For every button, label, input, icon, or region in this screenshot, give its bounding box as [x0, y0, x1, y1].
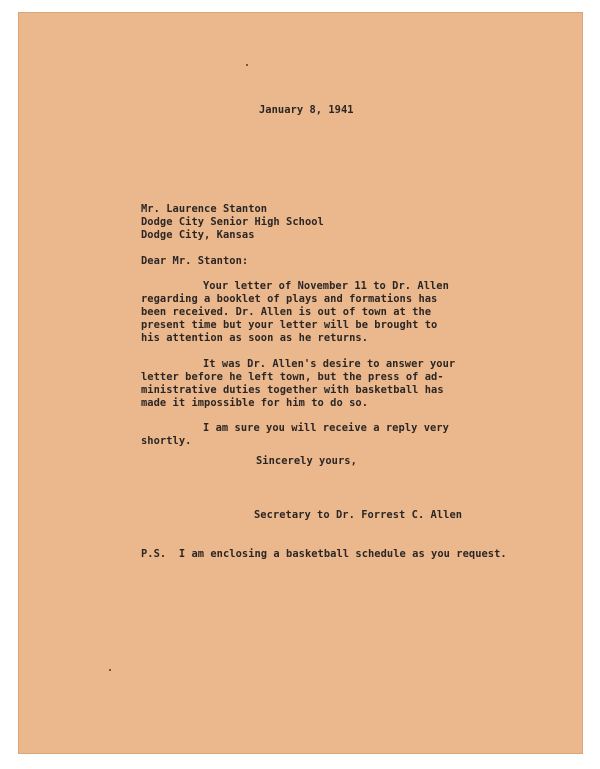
paragraph-2-line: It was Dr. Allen's desire to answer your	[203, 358, 456, 370]
letter-date: January 8, 1941	[259, 104, 354, 116]
recipient-school: Dodge City Senior High School	[141, 216, 324, 228]
paper-speck	[246, 64, 248, 66]
paragraph-1-line: his attention as soon as he returns.	[141, 332, 369, 344]
paragraph-1-line: regarding a booklet of plays and formations has	[141, 293, 438, 305]
postscript: P.S. I am enclosing a basketball schedule as you request.	[141, 548, 507, 560]
paragraph-1-line: been received. Dr. Allen is out of town at the	[141, 306, 432, 318]
salutation: Dear Mr. Stanton:	[141, 255, 249, 267]
signature-line: Secretary to Dr. Forrest C. Allen	[254, 509, 463, 521]
letter-page	[18, 12, 583, 754]
paragraph-2-line: made it impossible for him to do so.	[141, 397, 369, 409]
paper-speck	[109, 669, 111, 671]
paragraph-1-line: Your letter of November 11 to Dr. Allen	[203, 280, 449, 292]
paragraph-2-line: ministrative duties together with basketball has	[141, 384, 444, 396]
recipient-city: Dodge City, Kansas	[141, 229, 255, 241]
paragraph-3-line: shortly.	[141, 435, 192, 447]
paragraph-3-line: I am sure you will receive a reply very	[203, 422, 449, 434]
complimentary-closing: Sincerely yours,	[256, 455, 357, 467]
paragraph-1-line: present time but your letter will be brought to	[141, 319, 438, 331]
recipient-name: Mr. Laurence Stanton	[141, 203, 268, 215]
paragraph-2-line: letter before he left town, but the press of ad-	[141, 371, 444, 383]
